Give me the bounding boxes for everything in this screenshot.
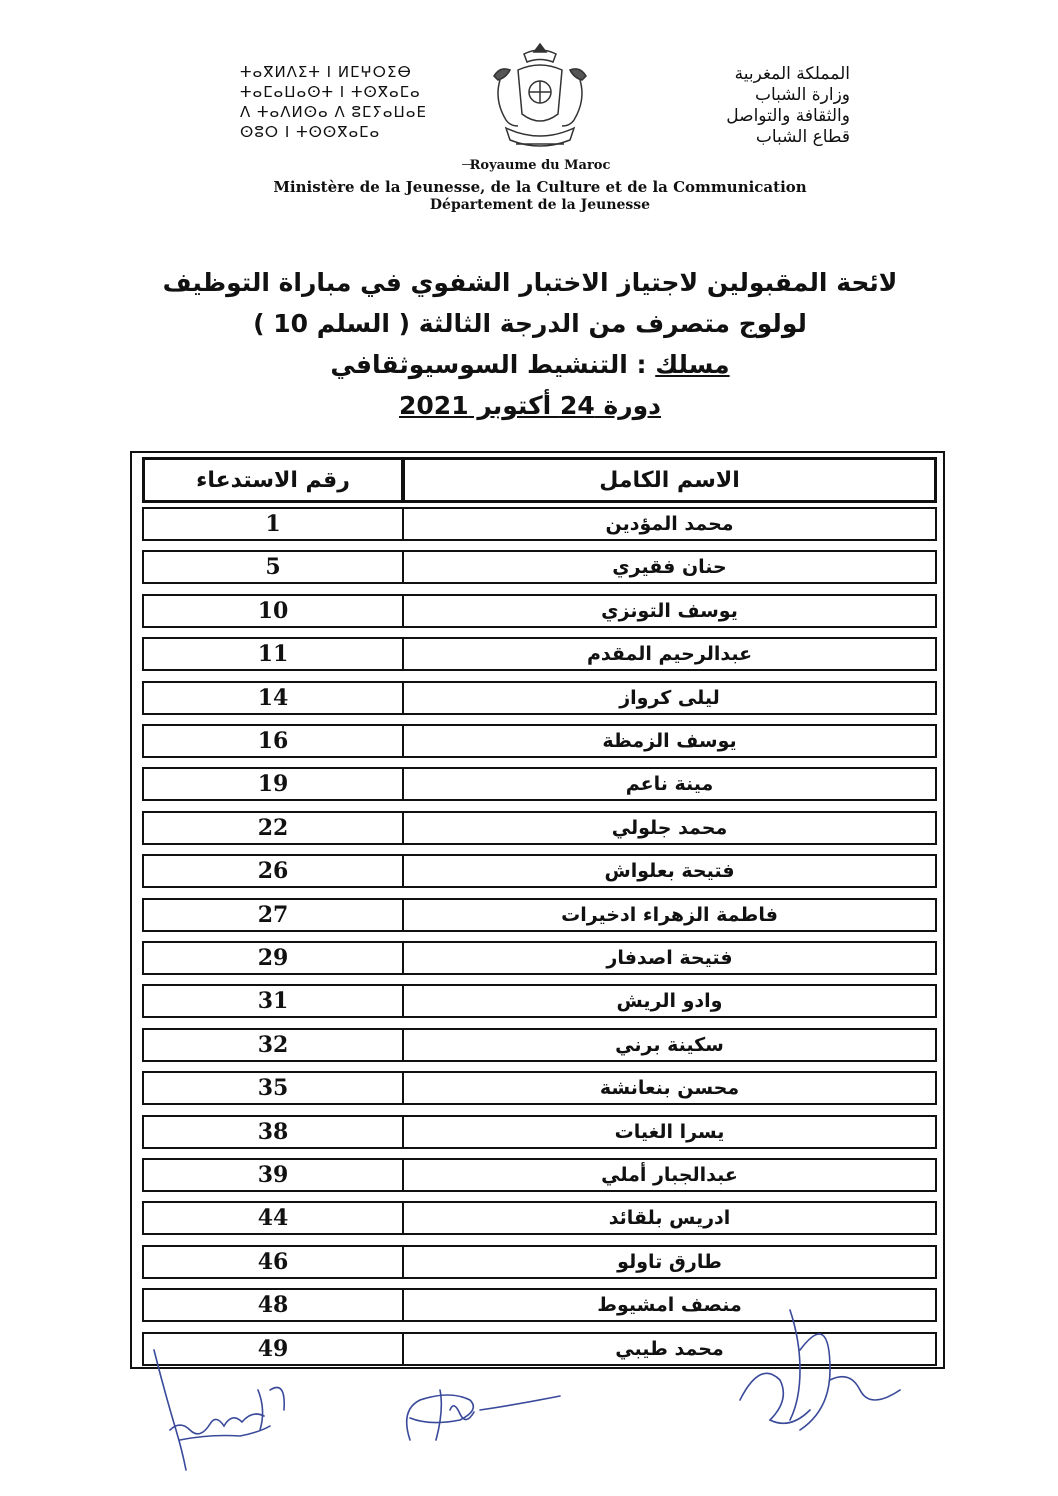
full-name: سكينة برني (402, 1028, 937, 1062)
convocation-number: 38 (142, 1115, 404, 1149)
full-name: محسن بنعانشة (402, 1071, 937, 1105)
convocation-number: 31 (142, 984, 404, 1018)
table-row (142, 811, 937, 845)
title-line-1: لائحة المقبولين لاجتياز الاختبار الشفوي في مباراة التوظيف (162, 268, 898, 297)
full-name: يوسف الزمظة (402, 724, 937, 758)
convocation-number: 29 (142, 941, 404, 975)
tifinagh-line: ⴷ ⵜⴰⴷⵍⵙⴰ ⴷ ⵓⵎⵢⴰⵡⴰⴹ (240, 103, 427, 121)
department-name: Département de la Jeunesse (429, 197, 651, 213)
signatures-icon (140, 1290, 1000, 1490)
table-row (142, 767, 937, 801)
tifinagh-line: ⵙⵓⵔ ⵏ ⵜⵙⵙⴳⴰⵎⴰ (240, 123, 381, 141)
table-row (142, 1071, 937, 1105)
arabic-line: قطاع الشباب (755, 127, 850, 147)
full-name: يوسف التونزي (402, 594, 937, 628)
full-name: فاطمة الزهراء ادخيرات (402, 898, 937, 932)
table-row (142, 724, 937, 758)
convocation-number: 1 (142, 507, 404, 541)
full-name: ادريس بلقائد (402, 1201, 937, 1235)
convocation-number: 11 (142, 637, 404, 671)
tifinagh-line: ⵜⴰⴳⵍⴷⵉⵜ ⵏ ⵍⵎⵖⵔⵉⴱ (240, 63, 412, 81)
full-name: فتيحة بعلواش (402, 854, 937, 888)
full-name: حنان فقيري (402, 550, 937, 584)
country-name: Royaume du Maroc (469, 158, 611, 173)
arabic-header (620, 64, 850, 148)
convocation-number: 46 (142, 1245, 404, 1279)
convocation-number: 49 (142, 1332, 404, 1366)
table-row (142, 637, 937, 671)
convocation-number: 48 (142, 1288, 404, 1322)
table-row (142, 941, 937, 975)
title-line-2: لولوج متصرف من الدرجة الثالثة ( السلم 10 ) (253, 309, 807, 338)
convocation-number: 5 (142, 550, 404, 584)
table-row (142, 898, 937, 932)
convocation-number: 14 (142, 681, 404, 715)
letterhead (230, 40, 850, 220)
convocation-number: 19 (142, 767, 404, 801)
session-date: دورة 24 أكتوبر 2021 (399, 391, 661, 420)
arabic-line: وزارة الشباب (754, 85, 850, 105)
ministry-name: Ministère de la Jeunesse, de la Culture et de la Communication (273, 178, 807, 196)
table-row (142, 1158, 937, 1192)
coat-of-arms-icon (480, 40, 600, 158)
full-name: طارق تاولو (402, 1245, 937, 1279)
table-row (142, 594, 937, 628)
arabic-line: المملكة المغربية (734, 64, 850, 84)
full-name: مينة ناعم (402, 767, 937, 801)
convocation-number: 39 (142, 1158, 404, 1192)
full-name: محمد طيبي (402, 1332, 937, 1366)
table-row (142, 1201, 937, 1235)
track-value: : التنشيط السوسيوثقافي (330, 350, 656, 379)
convocation-number: 26 (142, 854, 404, 888)
convocation-number: 22 (142, 811, 404, 845)
column-header-number: رقم الاستدعاء (142, 457, 404, 503)
convocation-number: 16 (142, 724, 404, 758)
full-name: وادو الريش (402, 984, 937, 1018)
table-row (142, 984, 937, 1018)
tifinagh-line: ⵜⴰⵎⴰⵡⴰⵙⵜ ⵏ ⵜⵙⴳⴰⵎⴰ (240, 83, 421, 101)
table-row (142, 1028, 937, 1062)
convocation-number: 32 (142, 1028, 404, 1062)
table-row (142, 1115, 937, 1149)
full-name: محمد جلولي (402, 811, 937, 845)
full-name: محمد المؤدين (402, 507, 937, 541)
table-row (142, 854, 937, 888)
full-name: فتيحة اصدفار (402, 941, 937, 975)
tifinagh-header (240, 62, 455, 142)
table-row (142, 681, 937, 715)
table-row (142, 507, 937, 541)
document-title (120, 262, 940, 426)
full-name: يسرا الغيات (402, 1115, 937, 1149)
title-line-4 (120, 385, 940, 426)
full-name: منصف امشيوط (402, 1288, 937, 1322)
full-name: عبدالجبار أملي (402, 1158, 937, 1192)
table-header-row (142, 457, 937, 503)
convocation-number: 10 (142, 594, 404, 628)
convocation-number: 44 (142, 1201, 404, 1235)
title-line-3 (120, 344, 940, 385)
full-name: ليلى كرواز (402, 681, 937, 715)
convocation-number: 35 (142, 1071, 404, 1105)
convocation-number: 27 (142, 898, 404, 932)
table-row (142, 550, 937, 584)
column-header-name: الاسم الكامل (402, 457, 937, 503)
arabic-line: والثقافة والتواصل (726, 106, 850, 126)
track-label: مسلك (655, 350, 730, 379)
candidates-table (130, 451, 945, 1369)
full-name: عبدالرحيم المقدم (402, 637, 937, 671)
table-row (142, 1245, 937, 1279)
